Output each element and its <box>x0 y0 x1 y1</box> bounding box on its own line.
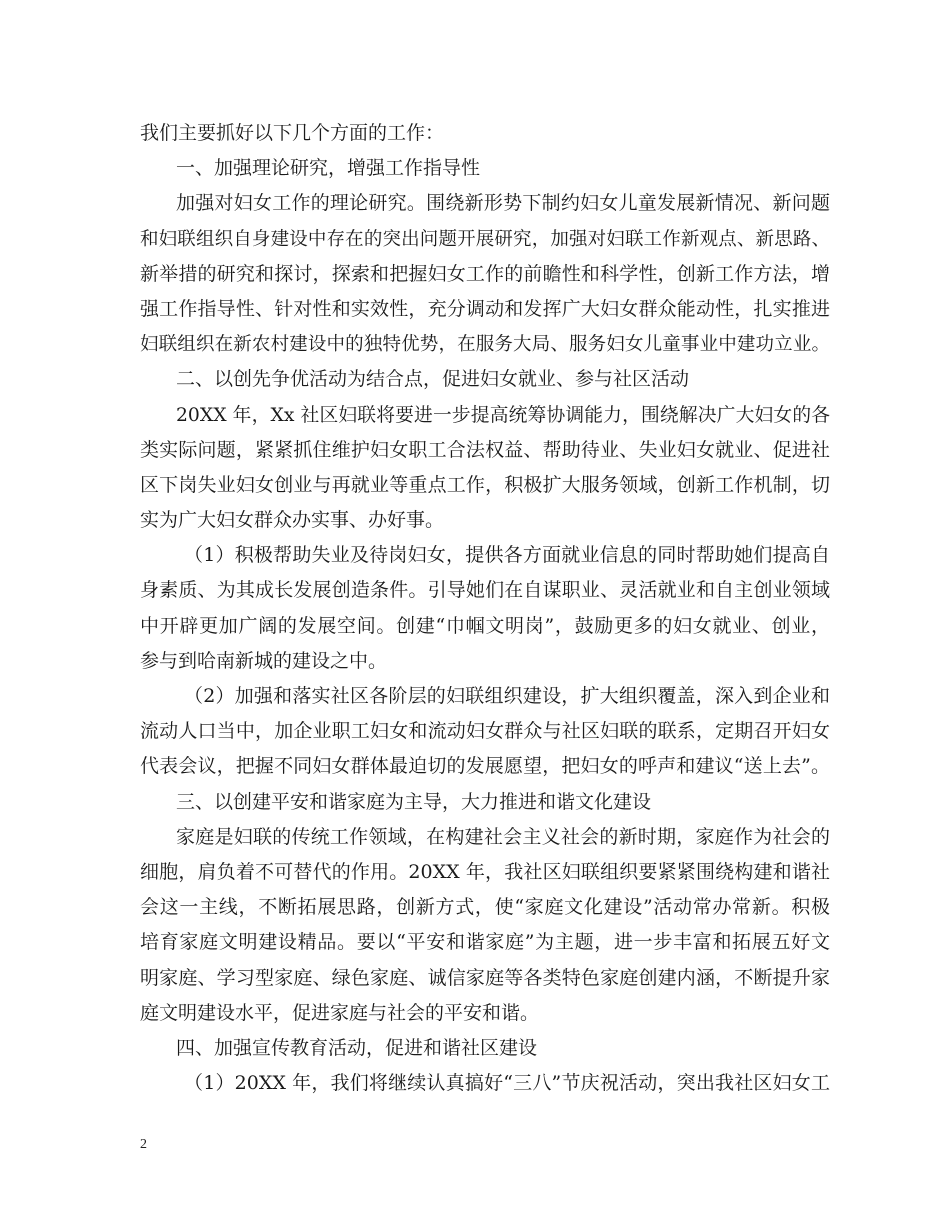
text-line: 区下岗失业妇女创业与再就业等重点工作，积极扩大服务领域，创新工作机制，切 <box>140 473 830 496</box>
text-line: 身素质、为其成长发展创造条件。引导她们在自谋职业、灵活就业和自主创业领域 <box>140 579 830 602</box>
text-line: 明家庭、学习型家庭、绿色家庭、诚信家庭等各类特色家庭创建内涵，不断提升家 <box>140 966 830 989</box>
page-number: 2 <box>140 1137 147 1152</box>
text-line: 新举措的研究和探讨，探索和把握妇女工作的前瞻性和科学性，创新工作方法，增 <box>140 262 830 285</box>
text-line: 庭文明建设水平，促进家庭与社会的平安和谐。 <box>140 1001 540 1024</box>
document-body <box>140 116 830 1101</box>
text-line: 中开辟更加广阔的发展空间。创建“巾帼文明岗”，鼓励更多的妇女就业、创业， <box>140 614 830 637</box>
text-line: 参与到哈南新城的建设之中。 <box>140 649 388 672</box>
text-line: 实为广大妇女群众办实事、办好事。 <box>140 509 445 532</box>
text-line: 培育家庭文明建设精品。要以“平安和谐家庭”为主题，进一步丰富和拓展五好文 <box>140 931 830 954</box>
text-line: 一、加强理论研究，增强工作指导性 <box>176 157 481 180</box>
text-line: 和妇联组织自身建设中存在的突出问题开展研究，加强对妇联工作新观点、新思路、 <box>140 228 830 250</box>
text-line: 家庭是妇联的传统工作领域，在构建社会主义社会的新时期，家庭作为社会的 <box>176 825 830 848</box>
text-line: 二、以创先争优活动为结合点，促进妇女就业、参与社区活动 <box>176 368 690 391</box>
text-line: （1）20XX 年，我们将继续认真搞好“三八”节庆祝活动，突出我社区妇女工 <box>184 1072 830 1095</box>
text-line: 类实际问题，紧紧抓住维护妇女职工合法权益、帮助待业、失业妇女就业、促进社 <box>140 438 830 461</box>
text-line: 代表会议，把握不同妇女群体最迫切的发展愿望，把妇女的呼声和建议“送上去”。 <box>140 755 830 778</box>
text-line: （2）加强和落实社区各阶层的妇联组织建设，扩大组织覆盖，深入到企业和 <box>184 685 830 707</box>
text-line: 强工作指导性、针对性和实效性，充分调动和发挥广大妇女群众能动性，扎实推进 <box>140 297 830 320</box>
text-line: 妇联组织在新农村建设中的独特优势，在服务大局、服务妇女儿童事业中建功立业。 <box>140 334 830 356</box>
text-line: 四、加强宣传教育活动，促进和谐社区建设 <box>176 1036 538 1059</box>
text-line: 我们主要抓好以下几个方面的工作： <box>140 122 445 144</box>
text-line: 20XX 年，Xx 社区妇联将要进一步提高统筹协调能力，围绕解决广大妇女的各 <box>176 404 830 426</box>
text-line: 加强对妇女工作的理论研究。围绕新形势下制约妇女儿童发展新情况、新问题 <box>176 192 830 215</box>
text-line: 三、以创建平安和谐家庭为主导，大力推进和谐文化建设 <box>176 790 652 813</box>
text-line: 流动人口当中，加企业职工妇女和流动妇女群众与社区妇联的联系，定期召开妇女 <box>140 720 830 743</box>
text-line: 细胞，肩负着不可替代的作用。20XX 年，我社区妇联组织要紧紧围绕构建和谐社 <box>140 860 830 883</box>
text-line: （1）积极帮助失业及待岗妇女，提供各方面就业信息的同时帮助她们提高自 <box>184 544 830 567</box>
text-line: 会这一主线，不断拓展思路，创新方式，使“家庭文化建设”活动常办常新。积极 <box>140 896 830 919</box>
